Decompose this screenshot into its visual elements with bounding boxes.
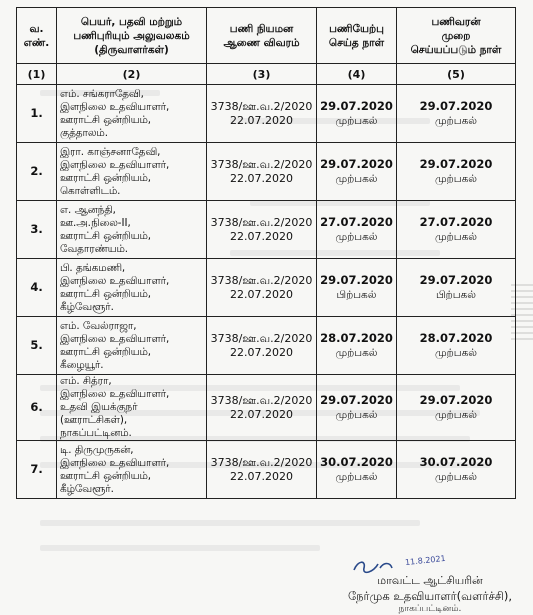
joining-date-cell — [317, 441, 397, 499]
header-appointment-order: பணி நியமன ஆணை விவரம் — [207, 8, 317, 64]
regularisation-date-cell — [397, 85, 516, 143]
detail-line: கீழ்வேளூர். — [60, 300, 114, 313]
signatory-line-1: மாவட்ட ஆட்சியரின் — [377, 574, 483, 587]
regularisation-date-cell — [397, 375, 516, 441]
order-cell — [207, 317, 317, 375]
table-row — [17, 375, 516, 441]
session-label: முற்பகல் — [335, 471, 378, 483]
detail-line: எம். சித்ரா, — [60, 375, 112, 387]
joining-date-cell — [317, 259, 397, 317]
joining-date-cell — [317, 143, 397, 201]
detail-line: இரா. காஞ்சனாதேவி, — [60, 145, 161, 158]
session-label: முற்பகல் — [434, 231, 478, 243]
order-date: 22.07.2020 — [230, 345, 293, 359]
joining-date-cell — [317, 317, 397, 375]
serial-number: 4. — [17, 259, 57, 317]
joining-date-cell — [317, 85, 397, 143]
order-cell — [207, 201, 317, 259]
index-cell: (4) — [317, 64, 397, 85]
signatory-line-3: நாகப்பட்டினம். — [398, 604, 462, 614]
order-cell — [207, 375, 317, 441]
order-number: 3738/ஊ.வ.2/2020 — [210, 215, 313, 229]
order-number: 3738/ஊ.வ.2/2020 — [210, 455, 313, 469]
session-label: முற்பகல் — [335, 173, 378, 185]
order-date: 22.07.2020 — [230, 229, 293, 243]
session-label: பிற்பகல் — [336, 289, 377, 301]
session-label: முற்பகல் — [335, 347, 378, 359]
date-value: 29.07.2020 — [419, 393, 493, 407]
name-designation-cell — [57, 375, 207, 441]
date-value: 29.07.2020 — [320, 273, 393, 287]
signatory-line-2: நேர்முக உதவியாளர்(வளர்ச்சி), — [348, 589, 512, 603]
session-label: பிற்பகல் — [436, 289, 476, 301]
joining-date-cell — [317, 375, 397, 441]
serial-number: 5. — [17, 317, 57, 375]
header-joining-date: பணியேற்பு செய்த நாள் — [317, 8, 397, 64]
session-label: முற்பகல் — [335, 115, 378, 127]
detail-line: ஊராட்சி ஒன்றியம், — [60, 287, 152, 300]
regularisation-table — [16, 7, 516, 499]
detail-line: இளநிலை உதவியாளர், — [60, 388, 170, 400]
order-date: 22.07.2020 — [230, 113, 293, 127]
session-label: முற்பகல் — [434, 173, 478, 185]
regularisation-date-cell — [397, 441, 516, 499]
session-label: முற்பகல் — [434, 115, 478, 127]
regularisation-date-cell — [397, 317, 516, 375]
order-number: 3738/ஊ.வ.2/2020 — [210, 331, 313, 345]
order-number: 3738/ஊ.வ.2/2020 — [210, 273, 313, 287]
header-serial: வ. எண். — [17, 8, 57, 64]
regularisation-date-cell — [397, 143, 516, 201]
detail-line: டி. திருமுருகன், — [60, 443, 134, 456]
serial-number: 2. — [17, 143, 57, 201]
name-designation-cell — [57, 441, 207, 499]
name-designation-cell — [57, 317, 207, 375]
table-row — [17, 441, 516, 499]
detail-line: இளநிலை உதவியாளர், — [60, 100, 170, 113]
session-label: முற்பகல் — [434, 409, 478, 421]
detail-line: இளநிலை உதவியாளர், — [60, 456, 170, 469]
order-date: 22.07.2020 — [230, 407, 293, 421]
serial-number: 3. — [17, 201, 57, 259]
date-value: 28.07.2020 — [419, 331, 493, 345]
date-value: 30.07.2020 — [419, 455, 493, 469]
date-value: 29.07.2020 — [419, 157, 493, 171]
table-row — [17, 201, 516, 259]
date-value: 29.07.2020 — [320, 99, 393, 113]
index-cell: (5) — [397, 64, 516, 85]
detail-line: ஊராட்சி ஒன்றியம், — [60, 345, 152, 358]
table-row — [17, 317, 516, 375]
detail-line: குத்தாலம். — [60, 126, 108, 139]
detail-line: பி. தங்கமணி, — [60, 261, 126, 274]
index-cell: (2) — [57, 64, 207, 85]
detail-line: ஊராட்சி ஒன்றியம், — [60, 469, 152, 482]
detail-line: எம். சங்கராதேவி, — [60, 87, 144, 100]
date-value: 27.07.2020 — [320, 215, 393, 229]
index-cell: (1) — [17, 64, 57, 85]
detail-line: இளநிலை உதவியாளர், — [60, 332, 170, 345]
date-value: 29.07.2020 — [419, 273, 493, 287]
date-value: 30.07.2020 — [320, 455, 393, 469]
session-label: முற்பகல் — [434, 471, 478, 483]
name-designation-cell — [57, 143, 207, 201]
joining-date-cell — [317, 201, 397, 259]
detail-line: இளநிலை உதவியாளர், — [60, 274, 170, 287]
date-value: 28.07.2020 — [320, 331, 393, 345]
detail-line: ஊராட்சி ஒன்றியம், — [60, 229, 152, 242]
date-value: 29.07.2020 — [320, 393, 393, 407]
name-designation-cell — [57, 259, 207, 317]
order-number: 3738/ஊ.வ.2/2020 — [210, 393, 313, 407]
order-date: 22.07.2020 — [230, 469, 293, 483]
order-cell — [207, 85, 317, 143]
detail-line: இளநிலை உதவியாளர், — [60, 158, 170, 171]
order-date: 22.07.2020 — [230, 287, 293, 301]
date-value: 29.07.2020 — [419, 99, 493, 113]
name-designation-cell — [57, 201, 207, 259]
signature-date: 11.8.2021 — [404, 553, 447, 568]
detail-line: (ஊராட்சிகள்), — [60, 414, 128, 426]
detail-line: ஊராட்சி ஒன்றியம், — [60, 113, 152, 126]
order-number: 3738/ஊ.வ.2/2020 — [210, 99, 313, 113]
session-label: முற்பகல் — [335, 409, 378, 421]
regularisation-date-cell — [397, 259, 516, 317]
order-cell — [207, 259, 317, 317]
name-designation-cell — [57, 85, 207, 143]
detail-line: ஊராட்சி ஒன்றியம், — [60, 171, 152, 184]
detail-line: கொள்ளிடம். — [60, 184, 121, 197]
detail-line: கீழையூர். — [60, 358, 104, 371]
header-row — [17, 8, 516, 64]
regularisation-date-cell — [397, 201, 516, 259]
order-cell — [207, 143, 317, 201]
order-date: 22.07.2020 — [230, 171, 293, 185]
detail-line: எ. ஆனந்தி, — [60, 203, 116, 216]
date-value: 27.07.2020 — [419, 215, 493, 229]
order-number: 3738/ஊ.வ.2/2020 — [210, 157, 313, 171]
detail-line: வேதாரண்யம். — [60, 242, 129, 255]
serial-number: 6. — [17, 375, 57, 441]
session-label: முற்பகல் — [434, 347, 478, 359]
header-name-designation: பெயர், பதவி மற்றும் பணிபுரியும் அலுவலகம் (திருவாளர்கள்) — [57, 8, 207, 64]
detail-line: ஊ.அ.நிலை-II, — [60, 216, 131, 229]
serial-number: 7. — [17, 441, 57, 499]
index-cell: (3) — [207, 64, 317, 85]
detail-line: கீழ்வேளூர். — [60, 482, 114, 495]
table-row — [17, 85, 516, 143]
detail-line: நாகப்பட்டினம். — [60, 427, 132, 439]
serial-number: 1. — [17, 85, 57, 143]
order-cell — [207, 441, 317, 499]
detail-line: உதவி இயக்குநர் — [60, 401, 138, 413]
table-row — [17, 259, 516, 317]
table-row — [17, 143, 516, 201]
detail-line: எம். வேல்ராஜா, — [60, 319, 137, 332]
session-label: முற்பகல் — [335, 231, 378, 243]
index-row — [17, 64, 516, 85]
date-value: 29.07.2020 — [320, 157, 393, 171]
header-regularisation-date: பணிவரன் முறை செய்யப்படும் நாள் — [397, 8, 516, 64]
